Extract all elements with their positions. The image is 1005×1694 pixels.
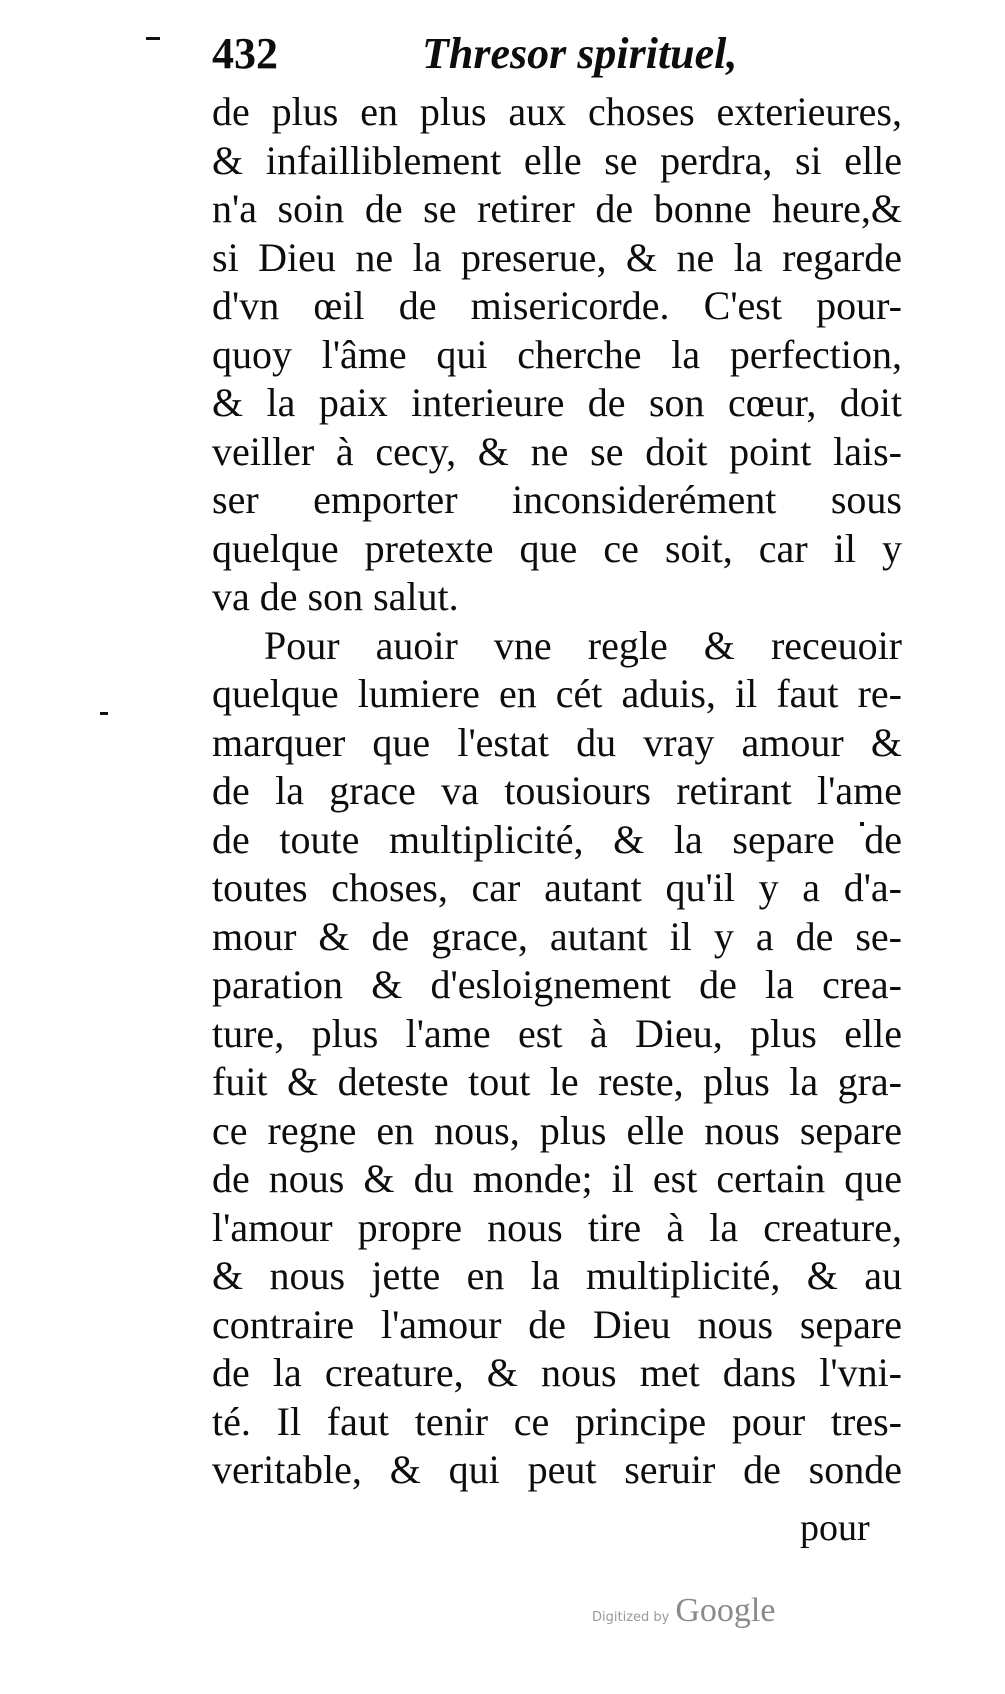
text-line: ture, plus l'ame est à Dieu, plus elle: [212, 1010, 902, 1056]
text-line: quelque lumiere en cét aduis, il faut re-: [212, 671, 902, 716]
text-line: de la grace va tousiours retirant l'ame: [212, 768, 902, 813]
ink-speck: [146, 37, 160, 40]
text-line: ser emporter inconsiderément sous: [212, 477, 902, 522]
ink-speck: [100, 712, 108, 715]
text-line: toutes choses, car autant qu'il y a d'a-: [212, 865, 902, 910]
running-head: [212, 28, 912, 88]
body-text: [212, 88, 902, 1495]
google-logo: Google: [675, 1592, 776, 1629]
page-number: 432: [212, 29, 278, 78]
text-line: contraire l'amour de Dieu nous separe: [212, 1301, 902, 1347]
text-line: té. Il faut tenir ce principe pour tres-: [212, 1398, 902, 1444]
text-line: mour & de grace, autant il y a de se-: [212, 913, 902, 959]
text-line: & infailliblement elle se perdra, si elle: [212, 137, 902, 183]
digitized-by-label: Digitized by: [592, 1610, 670, 1625]
text-line: veritable, & qui peut seruir de sonde: [212, 1447, 902, 1492]
paragraph-start-line: Pour auoir vne regle & receuoir: [264, 622, 902, 668]
text-line: & nous jette en la multiplicité, & au: [212, 1253, 902, 1298]
text-line: si Dieu ne la preserue, & ne la regarde: [212, 234, 902, 280]
running-title: Thresor spirituel,: [422, 29, 738, 78]
text-line: marquer que l'estat du vray amour &: [212, 719, 902, 765]
text-line: n'a soin de se retirer de bonne heure,&: [212, 186, 902, 231]
digitization-watermark: [592, 1592, 775, 1630]
text-line: paration & d'esloignement de la crea-: [212, 962, 902, 1007]
text-line: de nous & du monde; il est certain que: [212, 1156, 902, 1201]
text-line: d'vn œil de misericorde. C'est pour-: [212, 283, 902, 328]
text-line: & la paix interieure de son cœur, doit: [212, 380, 902, 425]
text-line: ce regne en nous, plus elle nous separe: [212, 1107, 902, 1153]
text-line: fuit & deteste tout le reste, plus la gra-: [212, 1059, 902, 1104]
text-line: de toute multiplicité, & la separe de: [212, 816, 902, 862]
text-line: veiller à cecy, & ne se doit point lais-: [212, 428, 902, 474]
text-line: va de son salut.: [212, 574, 459, 619]
text-line: quoy l'âme qui cherche la perfection,: [212, 331, 902, 377]
text-line: de la creature, & nous met dans l'vni-: [212, 1350, 902, 1395]
catchword: pour: [800, 1507, 870, 1549]
text-line: de plus en plus aux choses exterieures,: [212, 89, 902, 134]
text-line: l'amour propre nous tire à la creature,: [212, 1204, 902, 1250]
text-line: quelque pretexte que ce soit, car il y: [212, 525, 902, 571]
